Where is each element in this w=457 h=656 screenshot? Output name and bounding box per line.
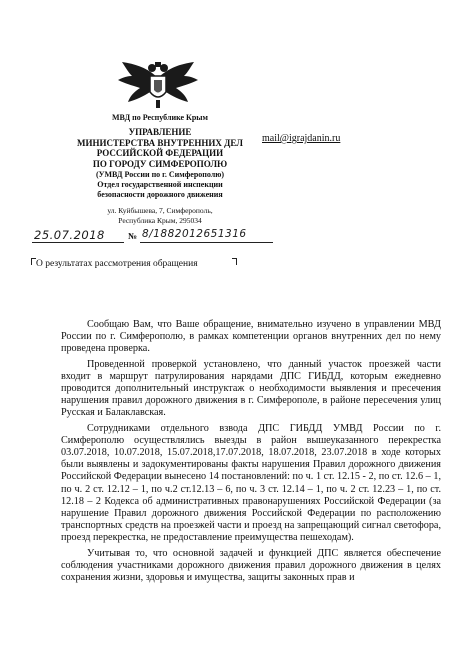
- number-underline: [140, 242, 273, 243]
- department-line-7: безопасности дорожного движения: [97, 190, 223, 199]
- registration-number: 8/1882012651316: [142, 228, 247, 240]
- date-underline: [32, 242, 124, 243]
- department-line-3: РОССИЙСКОЙ ФЕДЕРАЦИИ: [96, 148, 224, 158]
- subject-line: О результатах рассмотрения обращения: [36, 259, 198, 269]
- department-line-5: (УМВД России по г. Симферополю): [95, 170, 225, 179]
- number-label: №: [128, 231, 138, 241]
- department-line-4: ПО ГОРОДУ СИМФЕРОПОЛЮ: [92, 158, 228, 169]
- recipient-email: mail@igrajdanin.ru: [262, 133, 341, 144]
- department-line-2: МИНИСТЕРСТВА ВНУТРЕННИХ ДЕЛ: [77, 137, 243, 148]
- address-line-2: Республика Крым, 295034: [118, 215, 202, 225]
- department-line-6: Отдел государственной инспекции: [97, 180, 223, 189]
- paragraph-1: Сообщаю Вам, что Ваше обращение, внимательно изучено в управлении МВД России по г. Симферополю, в рамках компетенции органов внутренних дел по нему проведена проверка.: [61, 319, 441, 355]
- address-line-1: ул. Куйбышева, 7, Симферополь,: [107, 206, 213, 215]
- eagle-emblem-icon: [118, 62, 198, 110]
- paragraph-2: Проведенной проверкой установлено, что данный участок проезжей части входит в маршрут патрулирования нарядами ДПС ГИБДД, которым ежедневно проводится дополнительный инструктаж о необходимости выявления и пресечения нарушения правил дорожного движения в г. Симферополе, в районе пересечения улиц Русская и Балаклавская.: [61, 358, 441, 419]
- letter-body: [61, 319, 441, 587]
- ministry-line: МВД по Республике Крым: [112, 113, 208, 122]
- registration-date: 25.07.2018: [34, 228, 105, 242]
- department-line-1: УПРАВЛЕНИЕ: [128, 127, 192, 137]
- subject-bracket-right: [232, 258, 237, 265]
- paragraph-4: Учитывая то, что основной задачей и функцией ДПС является обеспечение соблюдения участниками дорожного движения правил дорожного движения в целях сохранения жизни, здоровья и имущества, защиты законных прав и: [61, 547, 441, 584]
- paragraph-3: Сотрудниками отдельного взвода ДПС ГИБДД УМВД России по г. Симферополю осуществлялись выезды в район вышеуказанного перекрестка 03.07.2018, 10.07.2018, 15.07.2018,17.07.2018, 18.07.2018, 23.07.2018 в ходе которых были выявлены и задокументированы факты нарушения Правил дорожного движения Российской Федерации вынесено 14 постановлений: по ч. 1 ст. 12.15 - 2, по ст. 12.6 – 1, по ч. 2 ст. 12.12 – 1, по ч.2 ст.12.13 – 6, по ч. 3 ст. 12.14 – 1, по ч. 2 ст. 12.23 – 1, по ст. 12.18 – 2 Кодекса об административных правонарушениях Российской Федерации (за нарушение Правил дорожного движения Российской Федерации по расположению транспортных средств на проезжей части и проезд на запрещающий сигнал светофора, проезд перекрестка, не предоставление преимущества пешеходам).: [61, 422, 441, 544]
